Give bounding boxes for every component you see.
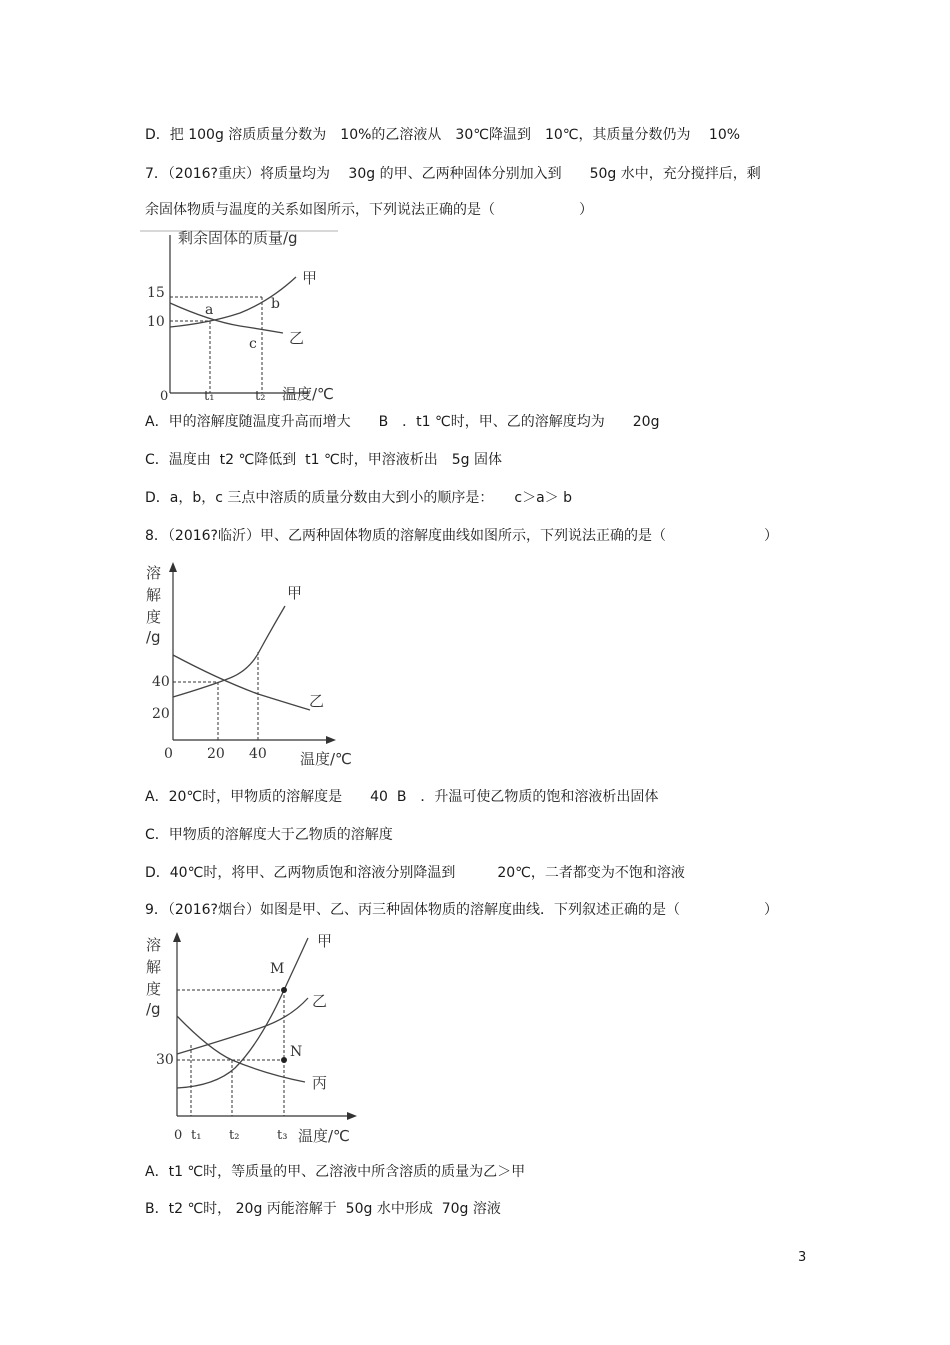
curve-yi [177, 998, 308, 1054]
figure-q8 [140, 560, 360, 770]
option-a-q9: A．t1 ℃时，等质量的甲、乙溶液中所含溶质的质量为乙＞甲 [145, 1164, 526, 1180]
point-c: c [249, 336, 257, 352]
question-9-stem: 9．（2016?烟台）如图是甲、乙、丙三种固体物质的溶解度曲线．下列叙述正确的是（ ） [145, 902, 778, 918]
curve-jia [173, 606, 285, 697]
curve-bing [177, 1016, 305, 1082]
label-bing: 丙 [312, 1074, 328, 1092]
option-a-b-q8: A．20℃时，甲物质的溶解度是 40 B ．升温可使乙物质的饱和溶液析出固体 [145, 789, 659, 805]
option-c-q7: C．温度由 t2 ℃降低到 t1 ℃时，甲溶液析出 5g 固体 [145, 452, 502, 468]
curve-jia [177, 938, 308, 1088]
x-tick-t2: t₂ [255, 389, 266, 404]
curve-yi [170, 303, 283, 333]
page-number: 3 [798, 1250, 807, 1265]
option-c-q8: C．甲物质的溶解度大于乙物质的溶解度 [145, 827, 393, 843]
x-arrow [326, 736, 336, 744]
label-n: N [290, 1044, 303, 1060]
point-n [281, 1057, 287, 1063]
x-tick-0: 0 [174, 1128, 183, 1143]
y-label-1: 溶 [146, 564, 162, 582]
y-label-4: /g [146, 1000, 161, 1018]
y-tick-20: 20 [152, 706, 170, 722]
y-tick-30: 30 [156, 1052, 174, 1068]
x-tick-40: 40 [249, 746, 267, 762]
y-arrow [169, 562, 177, 572]
label-jia: 甲 [287, 584, 303, 602]
label-yi: 乙 [289, 329, 305, 347]
option-a-b-q7: A．甲的溶解度随温度升高而增大 B ．t1 ℃时，甲、乙的溶解度均为 20g [145, 414, 660, 430]
x-tick-0: 0 [164, 746, 173, 762]
label-jia: 甲 [302, 269, 318, 287]
point-a: a [205, 302, 214, 318]
x-tick-t1: t₁ [191, 1128, 202, 1143]
x-arrow [347, 1112, 357, 1120]
x-tick-t2: t₂ [229, 1128, 240, 1143]
y-label-3: 度 [146, 980, 162, 998]
y-axis-label: 剩余固体的质量/g [178, 229, 298, 247]
point-b: b [271, 296, 280, 312]
label-m: M [270, 961, 285, 977]
x-axis-label: 温度/℃ [298, 1127, 350, 1145]
option-d-q6: D．把 100g 溶质质量分数为 10%的乙溶液从 30℃降温到 10℃，其质量分数仍为 10% [145, 127, 741, 143]
y-tick-40: 40 [152, 674, 170, 690]
figure-q7 [140, 225, 350, 405]
question-8-stem: 8．（2016?临沂）甲、乙两种固体物质的溶解度曲线如图所示，下列说法正确的是（ ） [145, 528, 778, 544]
x-tick-t3: t₃ [277, 1128, 288, 1143]
y-label-2: 解 [146, 586, 162, 604]
label-yi: 乙 [309, 692, 325, 710]
y-tick-15: 15 [147, 285, 165, 301]
y-label-3: 度 [146, 608, 162, 626]
option-b-q9: B．t2 ℃时， 20g 丙能溶解于 50g 水中形成 70g 溶液 [145, 1201, 501, 1217]
y-label-1: 溶 [146, 936, 162, 954]
y-label-4: /g [146, 628, 161, 646]
option-d-q7: D．a，b，c 三点中溶质的质量分数由大到小的顺序是： c＞a＞ b [145, 490, 573, 506]
point-m [281, 987, 287, 993]
x-axis-label: 温度/℃ [282, 385, 334, 403]
x-axis-label: 温度/℃ [300, 750, 352, 768]
question-7-stem: 7．（2016?重庆）将质量均为 30g 的甲、乙两种固体分别加入到 50g 水中，充分搅拌后，剩 [145, 166, 761, 182]
option-d-q8: D．40℃时，将甲、乙两物质饱和溶液分别降温到 20℃，二者都变为不饱和溶液 [145, 865, 685, 881]
label-jia: 甲 [317, 932, 333, 950]
x-tick-0: 0 [160, 389, 169, 404]
figure-q9 [140, 928, 365, 1148]
question-7-stem-cont: 余固体物质与温度的关系如图所示，下列说法正确的是（ ） [145, 202, 593, 218]
y-arrow [173, 932, 181, 942]
label-yi: 乙 [312, 992, 328, 1010]
y-tick-10: 10 [147, 314, 165, 330]
x-tick-20: 20 [207, 746, 225, 762]
x-tick-t1: t₁ [204, 389, 215, 404]
y-label-2: 解 [146, 958, 162, 976]
